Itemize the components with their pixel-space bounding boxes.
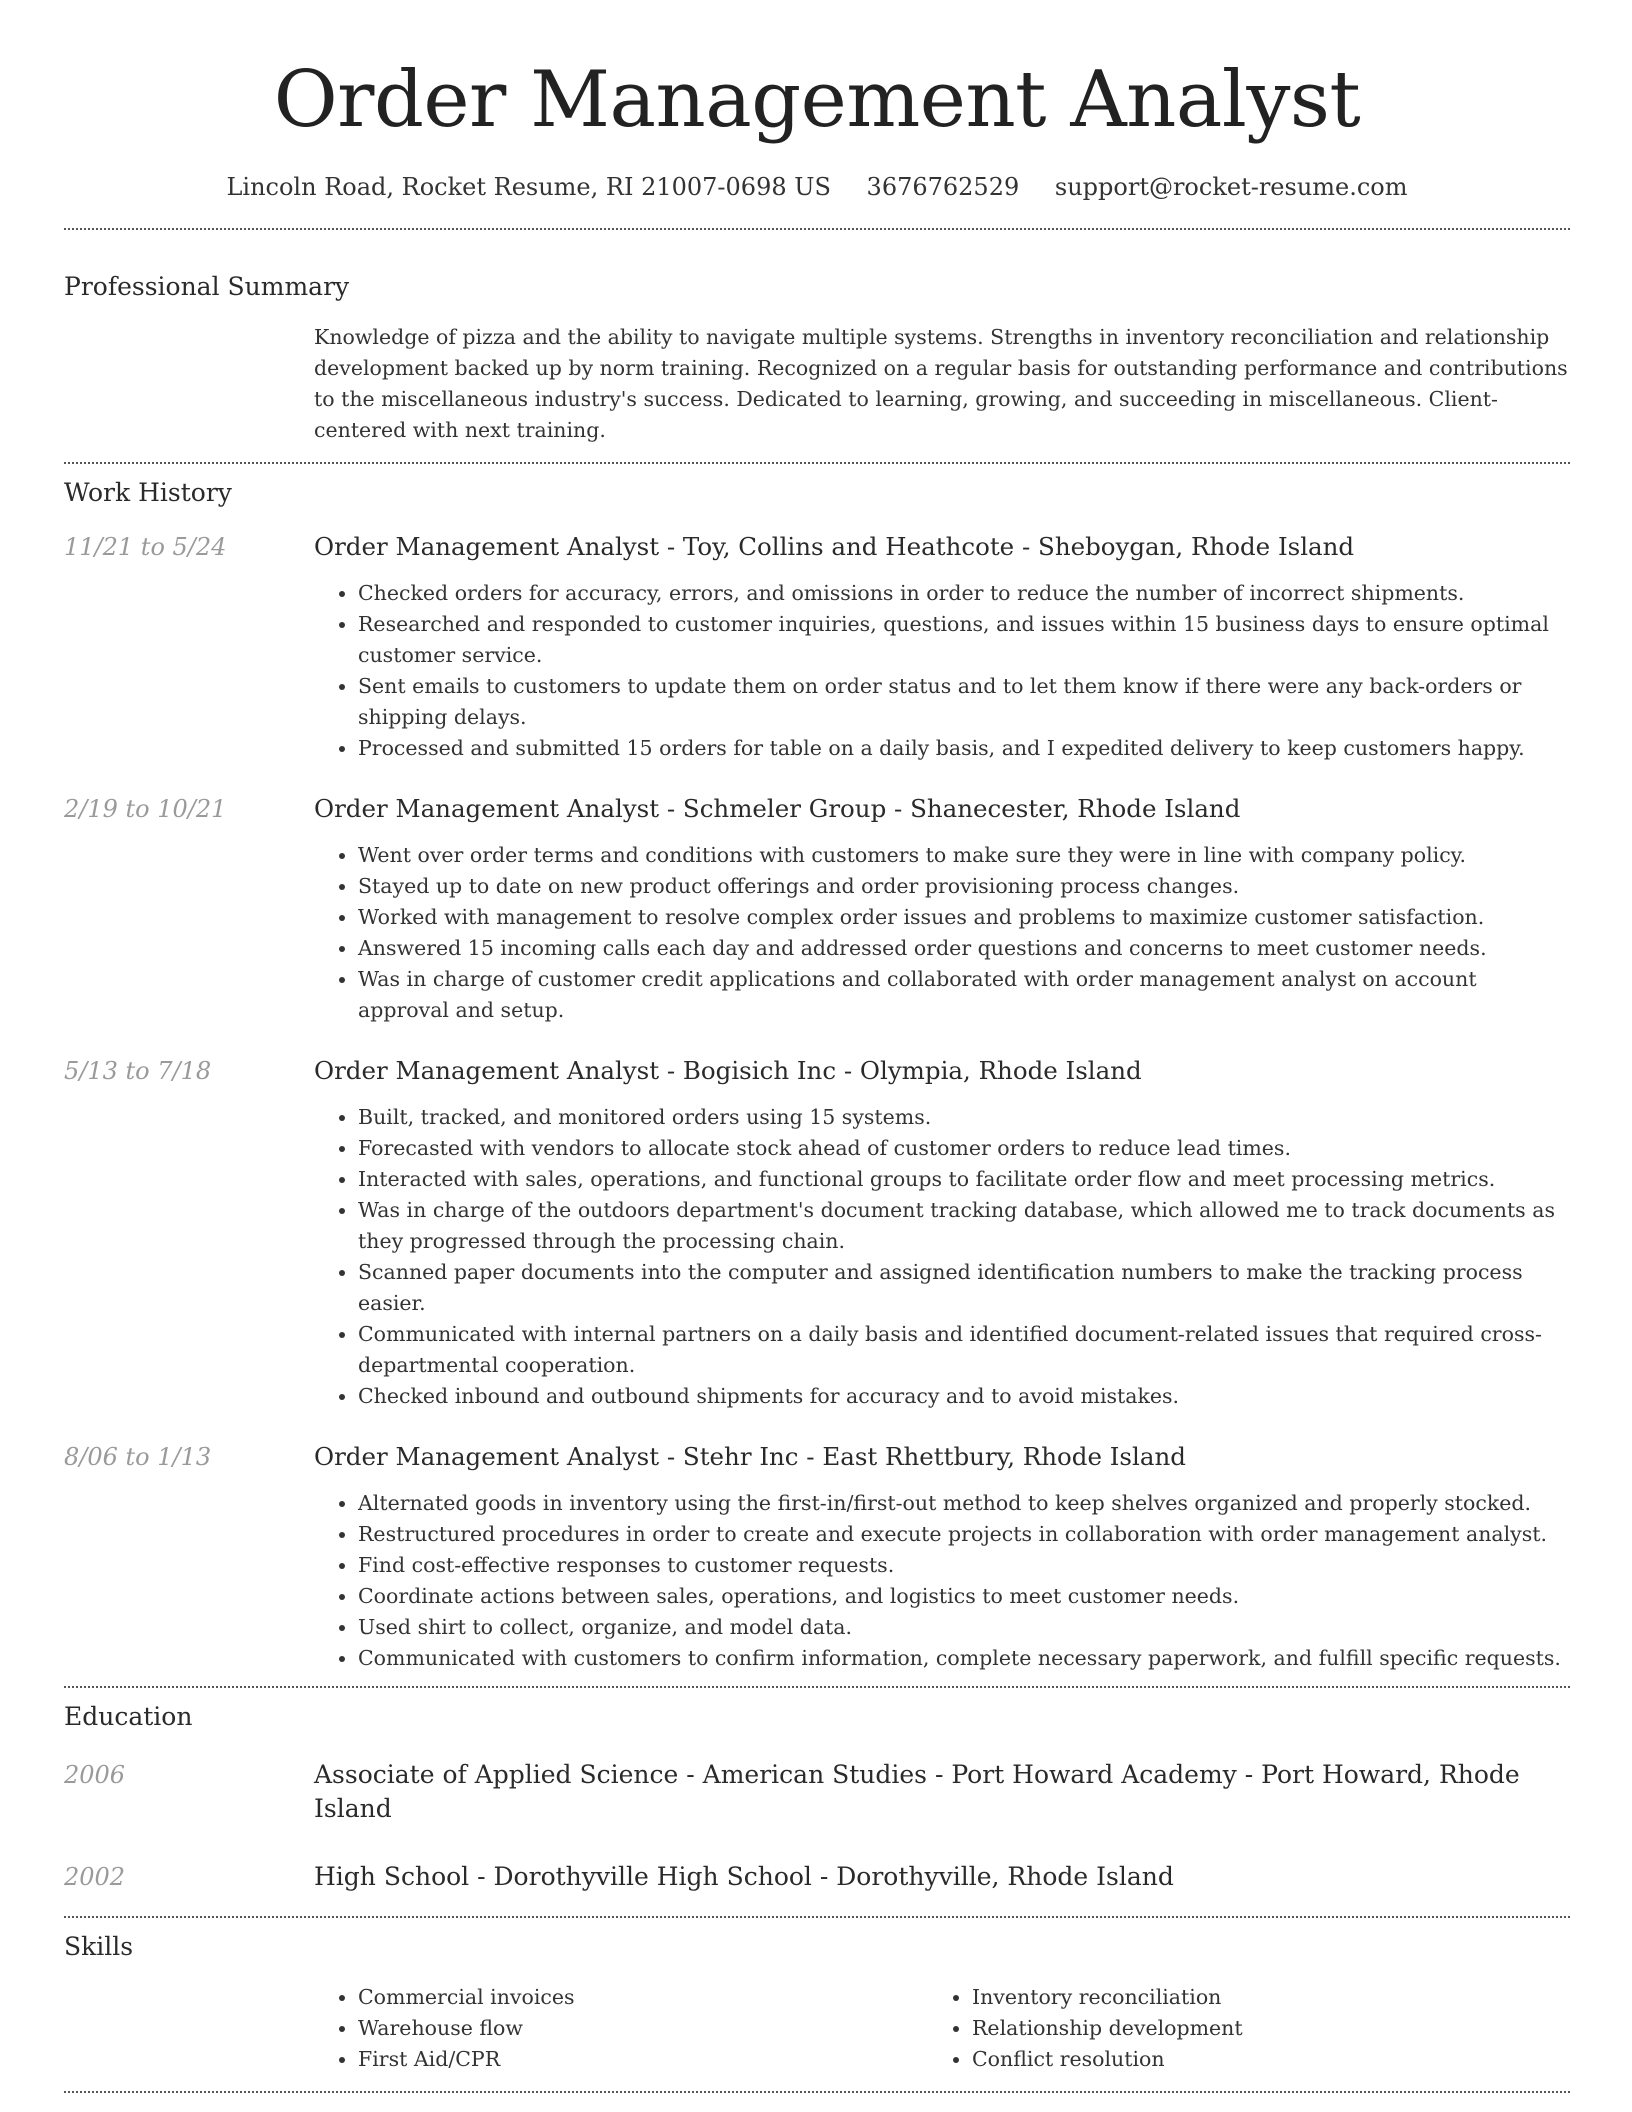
contact-line [64, 170, 1570, 204]
list-item: • Communicated with internal partners on a daily basis and identified document-related issues that required cross-departmental cooperation. [358, 1319, 1570, 1381]
list-item: • Used shirt to collect, organize, and model data. [358, 1612, 1570, 1643]
job-date: 8/06 to 1/13 [64, 1443, 212, 1471]
list-item: • Worked with management to resolve complex order issues and problems to maximize customer satisfaction. [358, 902, 1570, 933]
education-entry [64, 1860, 1570, 1894]
education-heading: Associate of Applied Science - American Studies - Port Howard Academy - Port Howard, Rhode Island [314, 1760, 1520, 1823]
job-date: 2/19 to 10/21 [64, 795, 227, 823]
education-heading: High School - Dorothyville High School - Dorothyville, Rhode Island [314, 1862, 1174, 1891]
work-history-section [64, 476, 1570, 1674]
summary-title: Professional Summary [64, 272, 350, 301]
resume-name: Order Management Analyst [273, 55, 1361, 145]
section-divider [64, 228, 1570, 230]
skills-title: Skills [64, 1932, 134, 1961]
job-date: 11/21 to 5/24 [64, 533, 227, 561]
contact-email: support@rocket-resume.com [1054, 173, 1408, 201]
list-item: • Scanned paper documents into the computer and assigned identification numbers to make the tracking process easier. [358, 1257, 1570, 1319]
skills-columns [314, 1982, 1570, 2075]
job-heading: Order Management Analyst - Bogisich Inc - Olympia, Rhode Island [314, 1056, 1142, 1085]
job-heading: Order Management Analyst - Schmeler Group - Shanecester, Rhode Island [314, 794, 1241, 823]
work-history-title: Work History [64, 478, 232, 507]
list-item: • Warehouse flow [358, 2013, 928, 2044]
job-entry [64, 792, 1570, 1026]
list-item: • Went over order terms and conditions with customers to make sure they were in line with company policy. [358, 840, 1570, 871]
summary-section [64, 270, 1570, 446]
list-item: • Stayed up to date on new product offerings and order provisioning process changes. [358, 871, 1570, 902]
section-divider [64, 2091, 1570, 2093]
skills-list-left [314, 1982, 928, 2075]
list-item: • Commercial invoices [358, 1982, 928, 2013]
list-item: • Communicated with customers to confirm information, complete necessary paperwork, and fulfill specific requests. [358, 1643, 1570, 1674]
section-divider [64, 462, 1570, 464]
job-bullets [314, 1488, 1570, 1674]
list-item: • Processed and submitted 15 orders for table on a daily basis, and I expedited delivery to keep customers happy. [358, 733, 1570, 764]
job-heading: Order Management Analyst - Toy, Collins and Heathcote - Sheboygan, Rhode Island [314, 532, 1355, 561]
list-item: • Inventory reconciliation [972, 1982, 1542, 2013]
job-entry [64, 1440, 1570, 1674]
education-section [64, 1700, 1570, 1894]
contact-address: Lincoln Road, Rocket Resume, RI 21007-0698 US [226, 173, 831, 201]
list-item: • Researched and responded to customer inquiries, questions, and issues within 15 business days to ensure optimal customer service. [358, 609, 1570, 671]
list-item: • Alternated goods in inventory using the first-in/first-out method to keep shelves organized and properly stocked. [358, 1488, 1570, 1519]
job-bullets [314, 578, 1570, 764]
list-item: • Interacted with sales, operations, and functional groups to facilitate order flow and meet processing metrics. [358, 1164, 1570, 1195]
summary-text: Knowledge of pizza and the ability to navigate multiple systems. Strengths in inventory reconciliation and relationship development backed up by norm training. Recognized on a regular basis for outstanding performance and contributions to the miscellaneous industry's success. Dedicated to learning, growing, and succeeding in miscellaneous. Client-centered with next training. [314, 325, 1568, 442]
list-item: • Checked orders for accuracy, errors, and omissions in order to reduce the number of incorrect shipments. [358, 578, 1570, 609]
job-entry [64, 1054, 1570, 1412]
list-item: • Find cost-effective responses to customer requests. [358, 1550, 1570, 1581]
education-date: 2006 [64, 1761, 126, 1789]
job-heading: Order Management Analyst - Stehr Inc - East Rhettbury, Rhode Island [314, 1442, 1186, 1471]
job-bullets [314, 840, 1570, 1026]
list-item: • Built, tracked, and monitored orders using 15 systems. [358, 1102, 1570, 1133]
list-item: • Conflict resolution [972, 2044, 1542, 2075]
list-item: • Was in charge of customer credit applications and collaborated with order management analyst on account approval and setup. [358, 964, 1570, 1026]
list-item: • Restructured procedures in order to create and execute projects in collaboration with order management analyst. [358, 1519, 1570, 1550]
list-item: • Coordinate actions between sales, operations, and logistics to meet customer needs. [358, 1581, 1570, 1612]
skills-section [64, 1930, 1570, 2075]
section-divider [64, 1686, 1570, 1688]
list-item: • Checked inbound and outbound shipments for accuracy and to avoid mistakes. [358, 1381, 1570, 1412]
job-entry [64, 530, 1570, 764]
contact-phone: 3676762529 [866, 173, 1020, 201]
list-item: • Relationship development [972, 2013, 1542, 2044]
job-bullets [314, 1102, 1570, 1412]
list-item: • First Aid/CPR [358, 2044, 928, 2075]
job-date: 5/13 to 7/18 [64, 1057, 212, 1085]
list-item: • Was in charge of the outdoors department's document tracking database, which allowed me to track documents as they progressed through the processing chain. [358, 1195, 1570, 1257]
education-entry [64, 1758, 1570, 1826]
education-date: 2002 [64, 1863, 126, 1891]
list-item: • Sent emails to customers to update them on order status and to let them know if there were any back-orders or shipping delays. [358, 671, 1570, 733]
education-title: Education [64, 1702, 193, 1731]
skills-list-right [928, 1982, 1542, 2075]
list-item: • Forecasted with vendors to allocate stock ahead of customer orders to reduce lead times. [358, 1133, 1570, 1164]
section-divider [64, 1916, 1570, 1918]
list-item: • Answered 15 incoming calls each day and addressed order questions and concerns to meet customer needs. [358, 933, 1570, 964]
